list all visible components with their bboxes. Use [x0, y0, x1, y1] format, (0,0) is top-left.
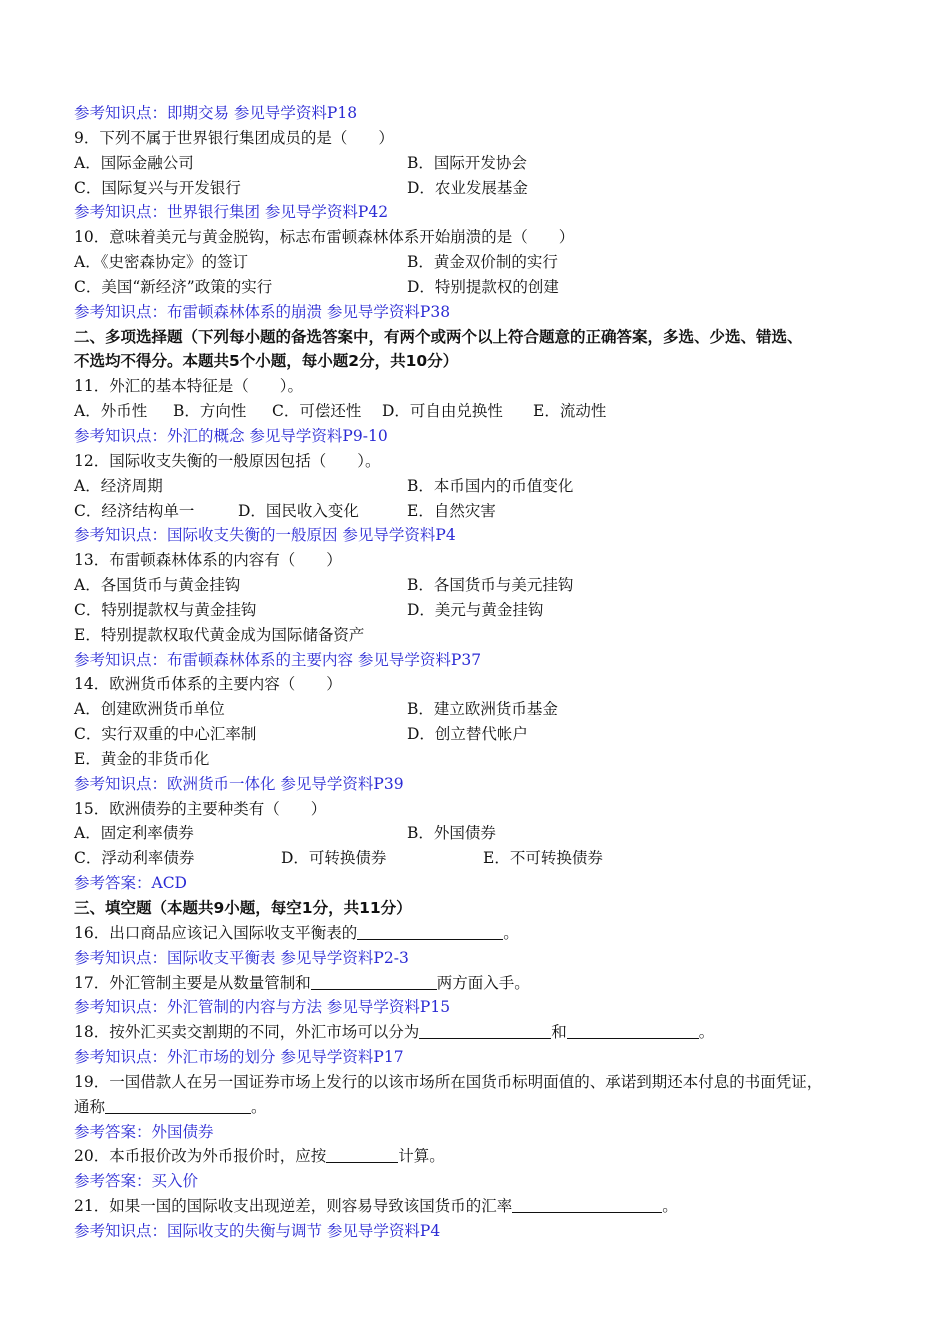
- option-c: C．经济结构单一: [74, 501, 195, 520]
- options-row: [74, 821, 874, 846]
- option-a: A．各国货币与黄金挂钩: [74, 576, 241, 595]
- option-b: B．黄金双价制的实行: [407, 253, 558, 272]
- option-b: B．建立欧洲货币基金: [407, 700, 558, 719]
- reference-note: 参考知识点：外汇管制的内容与方法 参见导学资料P15: [74, 998, 451, 1017]
- question-text: 通称: [74, 1097, 106, 1116]
- answer-blank: [567, 1022, 699, 1039]
- question-text: 17．外汇管制主要是从数量管制和: [74, 973, 311, 992]
- reference-answer: 参考答案：外国债券: [74, 1122, 214, 1141]
- question-text: 。: [662, 1197, 678, 1216]
- option-c: C．实行双重的中心汇率制: [74, 725, 257, 744]
- question-20: [74, 1144, 874, 1169]
- option-d: D．农业发展基金: [407, 178, 528, 197]
- options-row: [74, 499, 874, 524]
- question-text: 18．按外汇买卖交割期的不同，外汇市场可以分为: [74, 1023, 420, 1042]
- options-row: [74, 250, 874, 275]
- option-a: A．外币性: [74, 402, 148, 421]
- option-a: A．《史密森协定》的签订: [74, 253, 248, 272]
- reference-note: 参考知识点：外汇的概念 参见导学资料P9-10: [74, 426, 388, 445]
- question-11: 11．外汇的基本特征是（ ）。: [74, 377, 303, 396]
- option-e: E．特别提款权取代黄金成为国际储备资产: [74, 625, 365, 644]
- question-15: 15．欧洲债券的主要种类有（ ）: [74, 799, 327, 818]
- reference-note: 参考知识点：世界银行集团 参见导学资料P42: [74, 203, 389, 222]
- reference-note: 参考知识点：国际收支的失衡与调节 参见导学资料P4: [74, 1221, 441, 1240]
- reference-note: 参考知识点：欧洲货币一体化 参见导学资料P39: [74, 774, 404, 793]
- question-19: 19．一国借款人在另一国证券市场上发行的以该市场所在国货币标明面值的、承诺到期还本付息的书面凭证，: [74, 1072, 823, 1091]
- question-18: [74, 1020, 874, 1045]
- section-heading-2: 二、多项选择题（下列每小题的备选答案中，有两个或两个以上符合题意的正确答案，多选、少选、错选、: [74, 327, 803, 346]
- option-e: E．黄金的非货币化: [74, 749, 210, 768]
- option-a: A．创建欧洲货币单位: [74, 700, 225, 719]
- question-19-cont: [74, 1095, 874, 1120]
- question-9: 9．下列不属于世界银行集团成员的是（ ）: [74, 128, 394, 147]
- option-d: D．可自由兑换性: [382, 402, 503, 421]
- question-12: 12．国际收支失衡的一般原因包括（ ）。: [74, 451, 381, 470]
- options-row: [74, 474, 874, 499]
- options-row: [74, 176, 874, 201]
- question-text: 。: [251, 1097, 267, 1116]
- reference-answer: 参考答案：ACD: [74, 874, 187, 893]
- option-d: D．特别提款权的创建: [407, 277, 559, 296]
- option-b: B．本币国内的币值变化: [407, 476, 574, 495]
- question-text: 16．出口商品应该记入国际收支平衡表的: [74, 923, 358, 942]
- option-a: A．经济周期: [74, 476, 163, 495]
- options-row: [74, 598, 874, 623]
- option-e: E．流动性: [533, 402, 607, 421]
- reference-note: 参考知识点：布雷顿森林体系的崩溃 参见导学资料P38: [74, 302, 451, 321]
- reference-note: 参考知识点：外汇市场的划分 参见导学资料P17: [74, 1048, 404, 1067]
- question-text: 。: [698, 1023, 715, 1042]
- question-text: 20．本币报价改为外币报价时，应按: [74, 1147, 327, 1166]
- document-page: [74, 101, 874, 1244]
- reference-note: 参考知识点：国际收支平衡表 参见导学资料P2-3: [74, 948, 409, 967]
- option-e: E．不可转换债券: [483, 849, 603, 868]
- options-row: [74, 722, 874, 747]
- question-16: [74, 921, 874, 946]
- option-b: B．各国货币与美元挂钩: [407, 576, 574, 595]
- option-a: A．固定利率债券: [74, 824, 194, 843]
- options-row: [74, 846, 874, 871]
- option-d: D．可转换债券: [281, 849, 387, 868]
- option-c: C．国际复兴与开发银行: [74, 178, 241, 197]
- answer-blank: [311, 973, 437, 990]
- question-text: 和: [551, 1023, 567, 1042]
- options-row: [74, 697, 874, 722]
- question-10: 10．意味着美元与黄金脱钩，标志布雷顿森林体系开始崩溃的是（ ）: [74, 228, 575, 247]
- question-21: [74, 1194, 874, 1219]
- reference-note: 参考知识点：布雷顿森林体系的主要内容 参见导学资料P37: [74, 650, 482, 669]
- option-a: A．国际金融公司: [74, 153, 194, 172]
- question-text: 计算。: [398, 1147, 445, 1166]
- question-14: 14．欧洲货币体系的主要内容（ ）: [74, 675, 342, 694]
- answer-blank: [512, 1196, 662, 1213]
- option-c: C．美国“新经济”政策的实行: [74, 277, 273, 296]
- question-17: [74, 971, 874, 996]
- section-heading-2-cont: 不选均不得分。本题共5个小题，每小题2分，共10分）: [74, 352, 459, 371]
- reference-note: 参考知识点：国际收支失衡的一般原因 参见导学资料P4: [74, 526, 456, 545]
- option-d: D．国民收入变化: [238, 501, 359, 520]
- options-row: [74, 573, 874, 598]
- option-c: C．可偿还性: [272, 402, 362, 421]
- answer-blank: [105, 1097, 251, 1114]
- options-row: [74, 399, 874, 424]
- option-c: C．特别提款权与黄金挂钩: [74, 600, 257, 619]
- option-b: B．外国债券: [407, 824, 496, 843]
- answer-blank: [326, 1146, 398, 1163]
- question-13: 13．布雷顿森林体系的内容有（ ）: [74, 551, 342, 570]
- answer-blank: [357, 923, 503, 940]
- reference-note: 参考知识点：即期交易 参见导学资料P18: [74, 104, 358, 122]
- option-b: B．方向性: [173, 402, 247, 421]
- section-heading-3: 三、填空题（本题共9小题，每空1分，共11分）: [74, 899, 412, 917]
- option-c: C．浮动利率债券: [74, 849, 195, 868]
- question-text: 。: [503, 923, 519, 942]
- options-row: [74, 275, 874, 300]
- options-row: [74, 151, 874, 176]
- question-text: 21．如果一国的国际收支出现逆差，则容易导致该国货币的汇率: [74, 1197, 513, 1216]
- reference-answer: 参考答案：买入价: [74, 1172, 199, 1191]
- question-text: 两方面入手。: [436, 973, 530, 992]
- option-b: B．国际开发协会: [407, 153, 527, 172]
- option-d: D．创立替代帐户: [407, 725, 528, 744]
- option-e: E．自然灾害: [407, 501, 496, 520]
- answer-blank: [419, 1022, 551, 1039]
- option-d: D．美元与黄金挂钩: [407, 600, 544, 619]
